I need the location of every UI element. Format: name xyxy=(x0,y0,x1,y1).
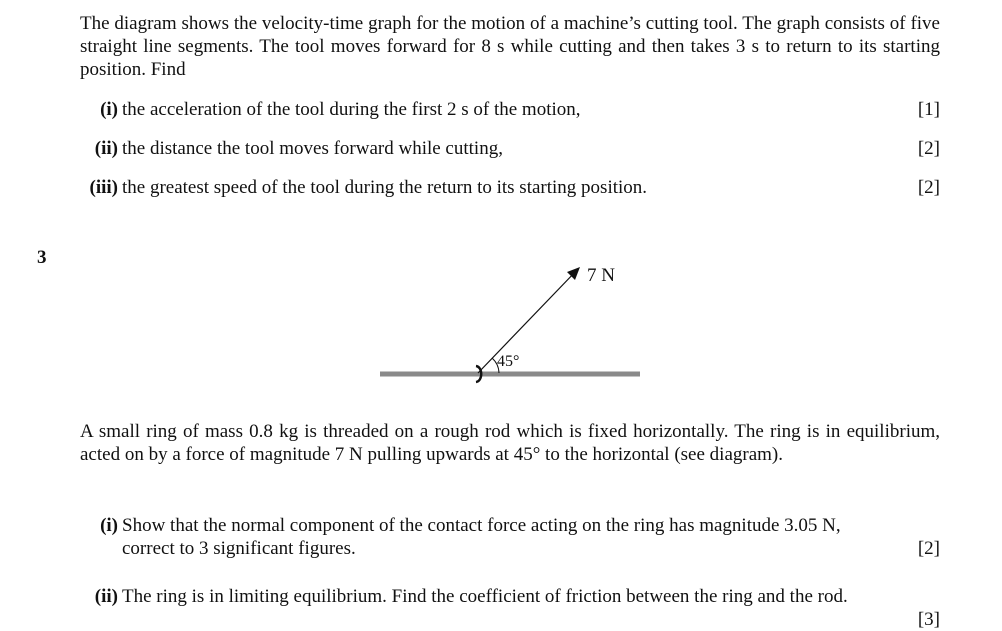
part-text: the acceleration of the tool during the first 2 s of the motion, xyxy=(122,99,581,120)
force-label: 7 N xyxy=(587,265,615,286)
angle-label: 45° xyxy=(497,353,520,370)
part-text-line2: correct to 3 significant figures. xyxy=(122,538,356,559)
q2-intro: The diagram shows the velocity-time graph for the motion of a machine’s cutting tool. The graph consists of five straight line segments. The tool moves forward for 8 s while cutting and then takes 3 s to return to its starting position. Find xyxy=(80,13,940,80)
part-number: (ii) xyxy=(94,586,118,607)
part-marks: [2] xyxy=(917,177,940,198)
question-number: 3 xyxy=(37,247,47,268)
force-diagram xyxy=(370,255,660,390)
part-number: (iii) xyxy=(89,177,118,198)
part-marks: [1] xyxy=(917,99,940,120)
part-marks: [2] xyxy=(917,138,940,159)
q2-part-ii xyxy=(80,137,940,161)
part-marks: [3] xyxy=(917,609,940,630)
part-number: (i) xyxy=(100,515,118,536)
q3-intro: A small ring of mass 0.8 kg is threaded on a rough rod which is fixed horizontally. The ring is in equilibrium, acted on by a force of magnitude 7 N pulling upwards at 45° to the horizontal (see diagram). xyxy=(80,421,940,465)
part-text-line1: Show that the normal component of the contact force acting on the ring has magnitude 3.05 N, xyxy=(122,515,841,536)
q2-part-iii xyxy=(80,176,940,200)
part-number: (ii) xyxy=(94,138,118,159)
q2-part-i xyxy=(80,98,940,122)
force-line xyxy=(478,269,578,373)
part-marks: [2] xyxy=(917,538,940,559)
part-text-line1: The ring is in limiting equilibrium. Find the coefficient of friction between the ring and the rod. xyxy=(122,586,848,607)
part-number: (i) xyxy=(100,99,118,120)
part-text: the greatest speed of the tool during the return to its starting position. xyxy=(122,177,648,198)
part-text: the distance the tool moves forward while cutting, xyxy=(122,138,503,159)
